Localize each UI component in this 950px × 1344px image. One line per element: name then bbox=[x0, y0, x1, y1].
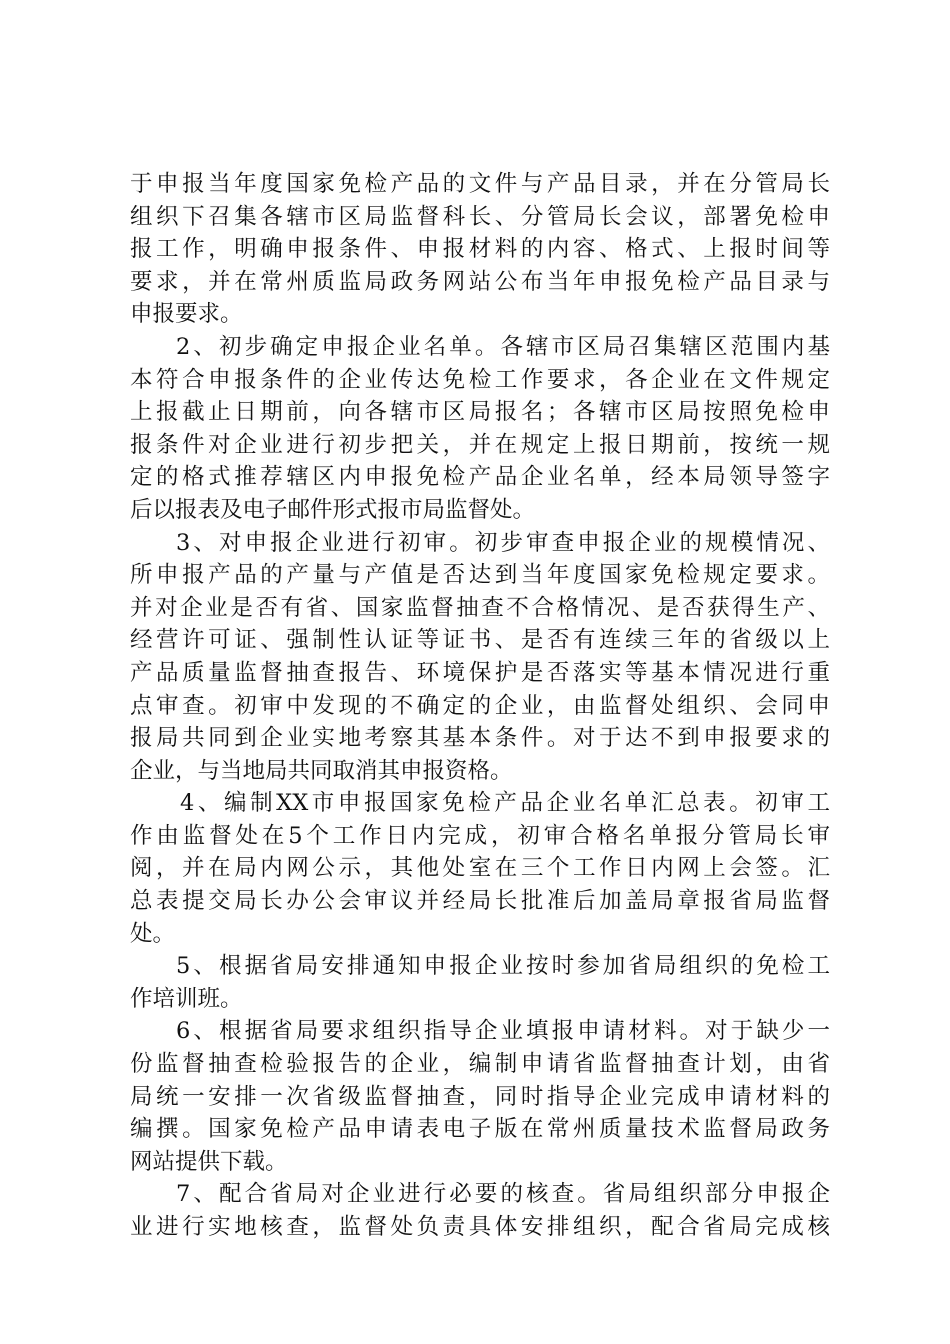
text-line: 总表提交局长办公会审议并经局长批准后加盖局章报省局监督 bbox=[130, 888, 830, 915]
text-line: 定的格式推荐辖区内申报免检产品企业名单，经本局领导签字 bbox=[130, 464, 830, 491]
paragraph-2-start: 2、初步确定申报企业名单。各辖市区局召集辖区范围内基 bbox=[176, 333, 830, 360]
text-line: 并对企业是否有省、国家监督抽查不合格情况、是否获得生产、 bbox=[130, 594, 830, 621]
paragraph-6-start: 6、根据省局要求组织指导企业填报申请材料。对于缺少一 bbox=[176, 1018, 830, 1045]
text-line: 产品质量监督抽查报告、环境保护是否落实等基本情况进行重 bbox=[130, 659, 830, 686]
text-line: 点审查。初审中发现的不确定的企业，由监督处组织、会同申 bbox=[130, 692, 830, 719]
text-line: 报局共同到企业实地考察其基本条件。对于达不到申报要求的 bbox=[130, 725, 830, 752]
text-line: 本符合申报条件的企业传达免检工作要求，各企业在文件规定 bbox=[130, 366, 830, 393]
text-line: 处。 bbox=[130, 920, 176, 947]
text-line: 所申报产品的产量与产值是否达到当年度国家免检规定要求。 bbox=[130, 562, 830, 589]
text-line: 份监督抽查检验报告的企业，编制申请省监督抽查计划，由省 bbox=[130, 1051, 830, 1078]
paragraph-7-start: 7、配合省局对企业进行必要的核查。省局组织部分申报企 bbox=[176, 1181, 830, 1208]
text-line: 阅，并在局内网公示，其他处室在三个工作日内网上会签。汇 bbox=[130, 855, 830, 882]
text-line: 编撰。国家免检产品申请表电子版在常州质量技术监督局政务 bbox=[130, 1116, 830, 1143]
paragraph-5-start: 5、根据省局安排通知申报企业按时参加省局组织的免检工 bbox=[176, 953, 830, 980]
text-line: 网站提供下载。 bbox=[130, 1148, 288, 1175]
text-line: 业进行实地核查，监督处负责具体安排组织，配合省局完成核 bbox=[130, 1214, 830, 1240]
text-line: 要求，并在常州质监局政务网站公布当年申报免检产品目录与 bbox=[130, 268, 830, 295]
text-line: 上报截止日期前，向各辖市区局报名；各辖市区局按照免检申 bbox=[130, 399, 830, 426]
text-line: 局统一安排一次省级监督抽查，同时指导企业完成申请材料的 bbox=[130, 1083, 830, 1110]
document-body bbox=[130, 168, 830, 1244]
text-line: 报条件对企业进行初步把关，并在规定上报日期前，按统一规 bbox=[130, 431, 830, 458]
text-line: 申报要求。 bbox=[130, 301, 243, 328]
paragraph-4-start: 4、编制XX市申报国家免检产品企业名单汇总表。初审工 bbox=[180, 790, 830, 817]
text-line: 于申报当年度国家免检产品的文件与产品目录，并在分管局长 bbox=[130, 171, 830, 197]
text-line: 经营许可证、强制性认证等证书、是否有连续三年的省级以上 bbox=[130, 627, 830, 654]
text-line: 报工作，明确申报条件、申报材料的内容、格式、上报时间等 bbox=[130, 236, 830, 263]
text-line: 作由监督处在5个工作日内完成，初审合格名单报分管局长审 bbox=[130, 822, 830, 849]
text-line: 企业，与当地局共同取消其申报资格。 bbox=[130, 757, 513, 784]
paragraph-3-start: 3、对申报企业进行初审。初步审查申报企业的规模情况、 bbox=[176, 529, 830, 556]
text-line: 后以报表及电子邮件形式报市局监督处。 bbox=[130, 496, 536, 523]
text-line: 组织下召集各辖市区局监督科长、分管局长会议，部署免检申 bbox=[130, 203, 830, 230]
text-line: 作培训班。 bbox=[130, 985, 243, 1012]
